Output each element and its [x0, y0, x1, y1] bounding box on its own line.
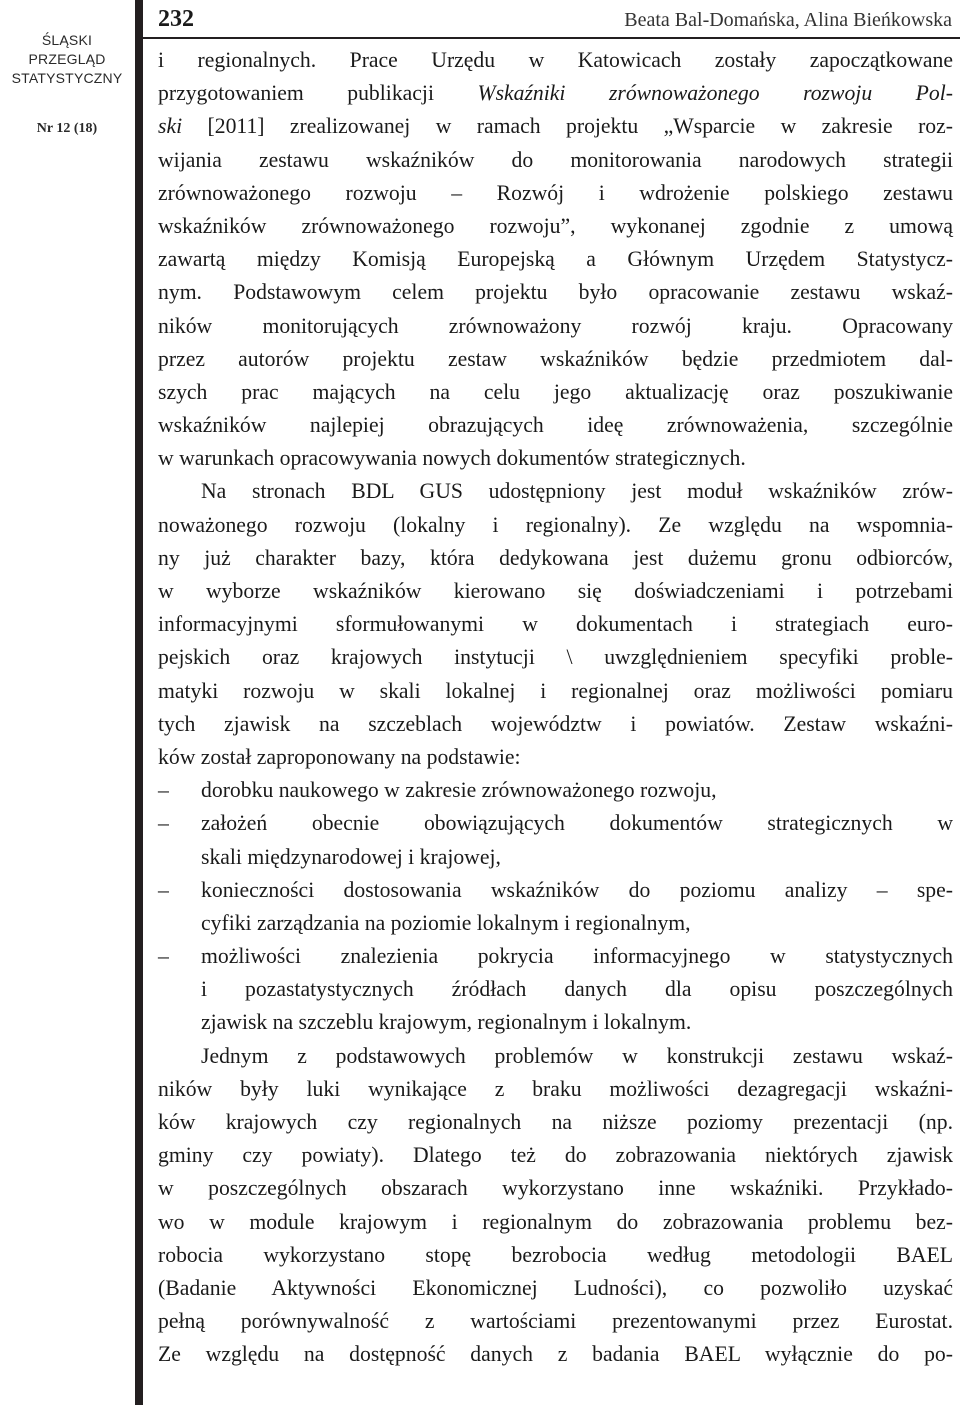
text-line: pejskich oraz krajowych instytucji \ uwzględnieniem specyfiki proble- [158, 645, 953, 670]
text-line: informacyjnymi sformułowanymi w dokumentach i strategiach euro- [158, 612, 953, 637]
text-line: ków został zaproponowany na podstawie: [158, 744, 521, 769]
list-item-text: możliwości znalezienia pokrycia informacyjnego w statystycznych [201, 944, 953, 969]
bullet-list [158, 774, 953, 1040]
text-line: skali międzynarodowej i krajowej, [201, 844, 501, 869]
text-line: i pozastatystycznych źródłach danych dla opisu poszczególnych [201, 977, 953, 1002]
list-item [158, 774, 953, 807]
list-item-text: konieczności dostosowania wskaźników do poziomu analizy – spe- [201, 877, 953, 902]
journal-name-line: STATYSTYCZNY [11, 70, 123, 86]
running-head-authors: Beata Bal-Domańska, Alina Bieńkowska [624, 9, 952, 31]
text-line: (Badanie Aktywności Ekonomicznej Ludności), co pozwoliło uzyskać [158, 1275, 953, 1300]
text-line: pełną porównywalność z wartościami prezentowanymi przez Eurostat. [158, 1309, 953, 1334]
text-line: cyfiki zarządzania na poziomie lokalnym i regionalnym, [201, 910, 691, 935]
text-line: gminy czy powiaty). Dlatego też do zobrazowania niektórych zjawisk [158, 1143, 953, 1168]
dash-bullet: – [158, 877, 169, 902]
text-line: ny już charakter bazy, która dedykowana jest dużemu gronu odbiorców, [158, 545, 953, 570]
text-line: ników monitorujących zrównoważony rozwój kraju. Opracowany [158, 313, 953, 338]
text-line [158, 77, 953, 110]
text-line: Jednym z podstawowych problemów w konstrukcji zestawu wskaź- [201, 1043, 953, 1068]
header-rule [143, 37, 960, 39]
text-line: szych prac mających na celu jego aktualizację oraz poszukiwanie [158, 379, 953, 404]
text-line: i regionalnych. Prace Urzędu w Katowicach zostały zapoczątkowane [158, 48, 953, 72]
text-fragment: [2011] zrealizowanej w ramach projektu „Wsparcie w zakresie roz- [207, 114, 953, 139]
text-line [158, 110, 953, 143]
text-line: ników były luki wynikające z braku możliwości dezagregacji wskaźni- [158, 1076, 953, 1101]
list-item [158, 874, 953, 940]
text-line: wskaźników zrównoważonego rozwoju”, wykonanej zgodnie z umową [158, 213, 953, 238]
text-line: nym. Podstawowym celem projektu było opracowanie zestawu wskaź- [158, 280, 953, 305]
text-line: zawartą między Komisją Europejską a Głównym Urzędem Statystycz- [158, 247, 953, 272]
list-item-text: założeń obecnie obowiązujących dokumentów strategicznych w [201, 811, 953, 836]
text-line: tych zjawisk na szczeblach województw i powiatów. Zestaw wskaźni- [158, 711, 953, 736]
text-line: w poszczególnych obszarach wykorzystano inne wskaźniki. Przykłado- [158, 1176, 953, 1201]
publication-title: ski [158, 114, 183, 139]
text-line: ków krajowych czy regionalnych na niższe poziomy prezentacji (np. [158, 1110, 953, 1134]
text-line [158, 874, 953, 907]
journal-name-line: PRZEGLĄD [28, 51, 106, 67]
text-line: Ze względu na dostępność danych z badania BAEL wyłącznie do po- [158, 1342, 953, 1367]
issue-number: Nr 12 (18) [36, 121, 98, 136]
text-line [158, 807, 953, 840]
text-line: noważonego rozwoju (lokalny i regionalny). Ze względu na wspomnia- [158, 512, 953, 537]
text-fragment: przygotowaniem publikacji [158, 81, 434, 106]
text-line [158, 940, 953, 973]
dash-bullet: – [158, 944, 169, 969]
text-line: zrównoważonego rozwoju – Rozwój i wdrożenie polskiego zestawu [158, 180, 953, 205]
text-line: w wyborze wskaźników kierowano się doświadczeniami i potrzebami [158, 579, 953, 603]
page-number: 232 [158, 6, 194, 32]
publication-title: Wskaźniki zrównoważonego rozwoju Pol- [477, 81, 954, 106]
text-line: robocia wykorzystano stopę bezrobocia według metodologii BAEL [158, 1242, 953, 1267]
text-line: wijania zestawu wskaźników do monitorowania narodowych strategii [158, 147, 953, 172]
text-line: zjawisk na szczeblu krajowym, regionalnym i lokalnym. [201, 1010, 692, 1035]
sidebar-rule [135, 0, 143, 1405]
list-item [158, 807, 953, 873]
text-line [158, 774, 953, 807]
text-line: Na stronach BDL GUS udostępniony jest moduł wskaźników zrów- [201, 479, 953, 504]
list-item [158, 940, 953, 1040]
list-item-text: dorobku naukowego w zakresie zrównoważonego rozwoju, [201, 778, 717, 803]
text-line: matyki rozwoju w skali lokalnej i regionalnej oraz możliwości pomiaru [158, 678, 953, 703]
text-line: wo w module krajowym i regionalnym do zobrazowania problemu bez- [158, 1209, 953, 1234]
journal-name-line: ŚLĄSKI [41, 32, 93, 48]
dash-bullet: – [158, 778, 169, 803]
text-line: przez autorów projektu zestaw wskaźników będzie przedmiotem dal- [158, 346, 953, 371]
text-line: wskaźników najlepiej obrazujących ideę zrównoważenia, szczególnie [158, 413, 953, 438]
body-text [158, 44, 953, 1372]
text-line: w warunkach opracowywania nowych dokumentów strategicznych. [158, 446, 746, 471]
dash-bullet: – [158, 811, 169, 836]
journal-name [0, 31, 134, 88]
